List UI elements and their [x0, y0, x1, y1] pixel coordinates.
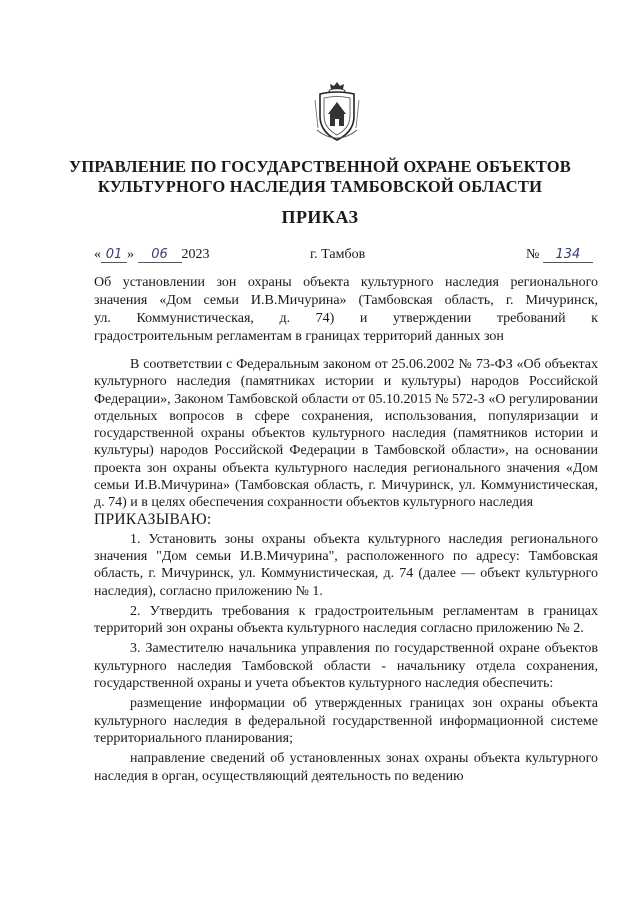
- order-item-3: 3. Заместителю начальника управления по государственной охране объектов культурного наследия Тамбовской области - начальнику отдела сохранения, государственной охраны и учета объектов культурного наследия обеспечить:: [94, 641, 598, 692]
- order-item-2: 2. Утвердить требования к градостроительным регламентам в границах территорий зон охраны объекта культурного наследия согласно приложению № 2.: [94, 603, 598, 637]
- organization-name: [60, 157, 580, 197]
- coat-of-arms-emblem: [311, 80, 363, 146]
- order-item-1: 1. Установить зоны охраны объекта культурного наследия регионального значения "Дом семьи И.В.Мичурина", расположенного по адресу: Тамбовская область, г. Мичуринск, ул. Коммунистическая, д. 74 (далее — объект культурного наследия), согласно приложению № 1.: [94, 531, 598, 599]
- order-number: [526, 246, 593, 264]
- handwritten-month: 06: [138, 248, 182, 263]
- orders-heading: ПРИКАЗЫВАЮ:: [94, 510, 212, 528]
- number-sign: №: [526, 247, 540, 262]
- handwritten-day: 01: [101, 248, 127, 263]
- subject-line-4: градостроительным регламентам в границах территорий данных зон: [94, 329, 504, 344]
- date-open-quote: «: [94, 247, 101, 262]
- order-date: [94, 246, 210, 264]
- order-body: [94, 356, 598, 785]
- order-item-3-subitem-b: направление сведений об установленных зонах охраны объекта культурного наследия в орган, осуществляющий деятельность по ведению: [94, 751, 598, 784]
- date-year: 2023: [181, 247, 210, 262]
- preamble-paragraph: В соответствии с Федеральным законом от 25.06.2002 № 73-ФЗ «Об объектах культурного наследия (памятниках истории и культуры) народов Российской Федерации», Законом Тамбовской области от 05.10.2015 № 572-З «О регулировании отдельных вопросов в сфере сохранения, использования, популяризации и государственной охраны объектов культурного наследия (памятников истории и культуры) народов Российской Федерации в Тамбовской области», на основании проекта зон охраны объекта культурного наследия регионального значения «Дом семьи И.В.Мичурина» (Тамбовская область, г. Мичуринск, ул. Коммунистическая, д. 74) и в целях обеспечения сохранности объектов культурного наследия: [94, 357, 598, 511]
- handwritten-number: 134: [543, 248, 593, 263]
- city: г. Тамбов: [310, 247, 366, 262]
- organization-line-1: УПРАВЛЕНИЕ ПО ГОСУДАРСТВЕННОЙ ОХРАНЕ ОБЪЕКТОВ: [69, 157, 571, 176]
- order-item-3-subitem-a: размещение информации об утвержденных границах зон охраны объекта культурного наследия в федеральной государственной информационной системе территориального планирования;: [94, 696, 598, 746]
- subject-line-1: Об установлении зон охраны объекта культурного наследия регионального: [94, 275, 598, 290]
- subject-line-2: значения «Дом семьи И.В.Мичурина» (Тамбовская область, г. Мичуринск,: [94, 293, 598, 308]
- organization-line-2: КУЛЬТУРНОГО НАСЛЕДИЯ ТАМБОВСКОЙ ОБЛАСТИ: [97, 177, 543, 196]
- document-type-title: ПРИКАЗ: [281, 207, 359, 227]
- order-subject: [94, 274, 598, 346]
- date-close-quote: »: [127, 247, 134, 262]
- subject-line-3: ул. Коммунистическая, д. 74) и утверждении требований к: [94, 311, 598, 326]
